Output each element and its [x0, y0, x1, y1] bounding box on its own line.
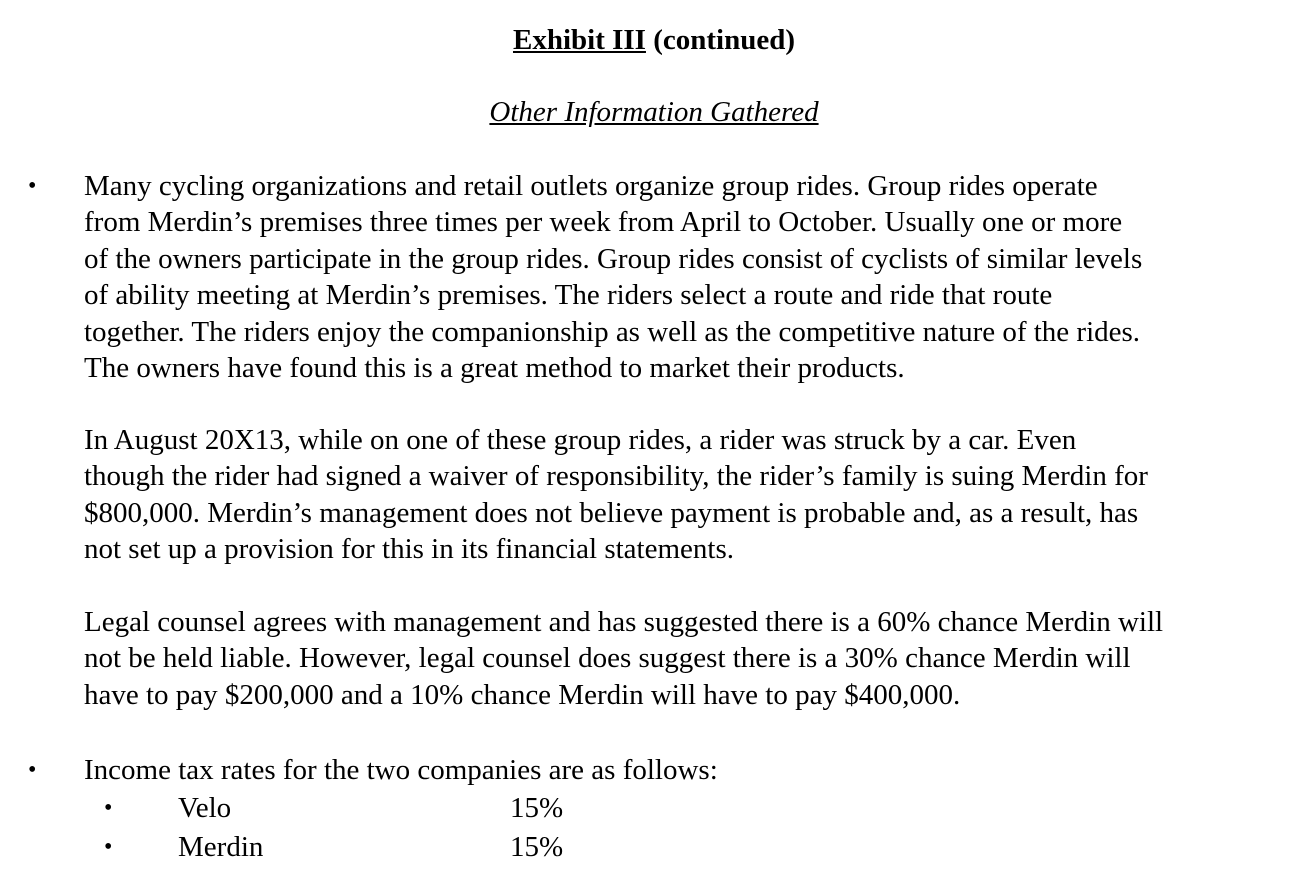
tax-rates-intro [84, 752, 1284, 788]
paragraph-line: The owners have found this is a great method to market their products. [84, 352, 905, 385]
paragraph-lawsuit [84, 422, 1284, 568]
paragraph-line: not set up a provision for this in its financial statements. [84, 533, 734, 566]
paragraph-legal-counsel [84, 604, 1284, 713]
section-subtitle: Other Information Gathered [489, 96, 819, 128]
paragraph-line: have to pay $200,000 and a 10% chance Merdin will have to pay $400,000. [84, 678, 961, 711]
paragraph-line: not be held liable. However, legal counsel does suggest there is a 30% chance Merdin will [84, 642, 1131, 675]
paragraph-line: of ability meeting at Merdin’s premises. The riders select a route and ride that route [84, 279, 1053, 312]
exhibit-label: Exhibit III [512, 24, 646, 56]
exhibit-title [0, 22, 1308, 58]
paragraph-line: In August 20X13, while on one of these group rides, a rider was struck by a car. Even [84, 424, 1077, 456]
tax-rate-company-merdin: Merdin [178, 831, 264, 863]
sub-bullet-icon: • [104, 795, 113, 821]
paragraph-line: though the rider had signed a waiver of responsibility, the rider’s family is suing Merdin for [84, 460, 1148, 493]
tax-rate-company-velo: Velo [178, 792, 232, 824]
tax-rate-value-merdin: 15% [510, 831, 564, 863]
tax-rate-value-velo: 15% [510, 792, 564, 824]
bullet-icon: • [28, 173, 37, 199]
paragraph-line: from Merdin’s premises three times per week from April to October. Usually one or more [84, 206, 1123, 239]
paragraph-line: of the owners participate in the group rides. Group rides consist of cyclists of similar levels [84, 242, 1143, 275]
paragraph-group-rides [84, 168, 1284, 386]
bullet-icon: • [28, 757, 37, 783]
sub-bullet-icon: • [104, 834, 113, 860]
paragraph-line: Many cycling organizations and retail outlets organize group rides. Group rides operate [84, 170, 1098, 202]
exhibit-suffix: (continued) [653, 24, 796, 56]
paragraph-line: Legal counsel agrees with management and has suggested there is a 60% chance Merdin will [84, 606, 1164, 638]
paragraph-line: together. The riders enjoy the companionship as well as the competitive nature of the rides. [84, 315, 1141, 348]
paragraph-line: Income tax rates for the two companies are as follows: [84, 754, 718, 786]
paragraph-line: $800,000. Merdin’s management does not believe payment is probable and, as a result, has [84, 496, 1139, 529]
